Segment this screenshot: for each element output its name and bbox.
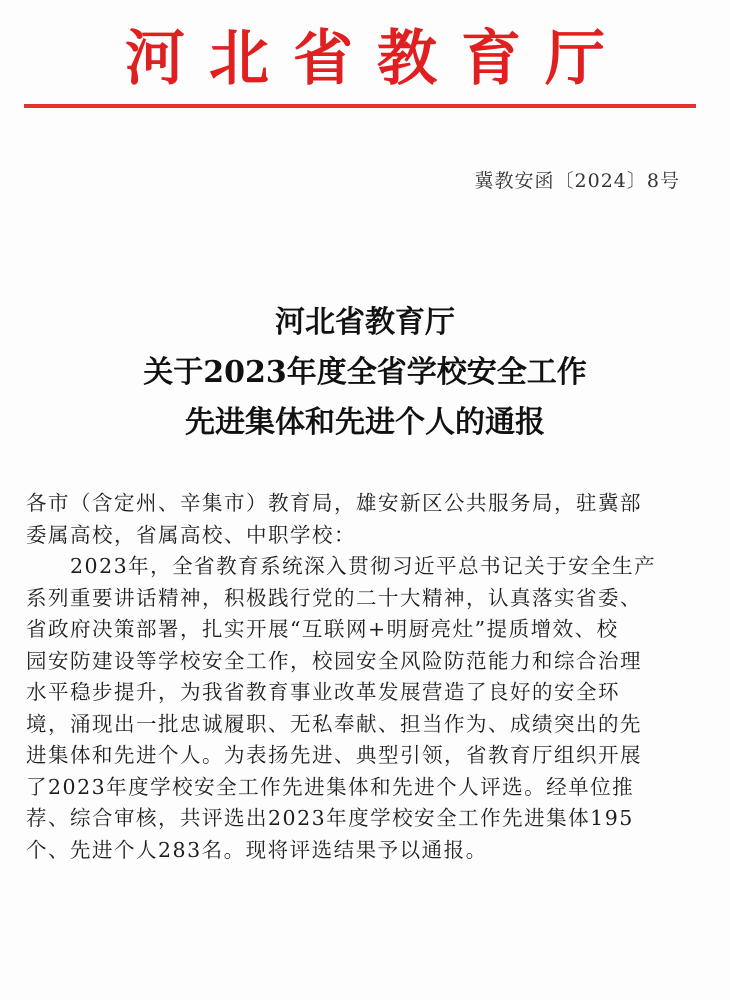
title-line-2: 关于2023年度全省学校安全工作 <box>143 355 587 390</box>
body-line: 各市（含定州、辛集市）教育局，雄安新区公共服务局，驻冀部 <box>26 491 642 515</box>
body-line: 园安防建设等学校安全工作，校园安全风险防范能力和综合治理 <box>26 648 642 673</box>
masthead-title: 河北省教育厅 <box>125 24 629 94</box>
body-line: 2023年，全省教育系统深入贯彻习近平总书记关于安全生产 <box>26 554 657 578</box>
title-line-1: 河北省教育厅 <box>275 305 455 340</box>
notice-body <box>26 488 706 866</box>
document-number: 冀教安函〔2024〕8号 <box>474 170 680 192</box>
notice-title <box>0 298 730 448</box>
body-line: 进集体和先进个人。为表扬先进、典型引领，省教育厅组织开展 <box>26 743 642 767</box>
red-divider-rule <box>24 104 696 108</box>
body-line: 委属高校，省属高校、中职学校： <box>26 522 356 547</box>
body-line: 了2023年度学校安全工作先进集体和先进个人评选。经单位推 <box>26 774 635 799</box>
body-line: 境，涌现出一批忠诚履职、无私奉献、担当作为、成绩突出的先 <box>26 711 642 736</box>
body-line: 省政府决策部署，扎实开展“互联网+明厨亮灶”提质增效、校 <box>26 617 619 641</box>
title-line-3: 先进集体和先进个人的通报 <box>185 405 545 440</box>
body-line: 系列重要讲话精神，积极践行党的二十大精神，认真落实省委、 <box>26 585 642 610</box>
body-line: 水平稳步提升，为我省教育事业改革发展营造了良好的安全环 <box>26 680 620 704</box>
body-line: 个、先进个人283名。现将评选结果予以通报。 <box>26 837 488 862</box>
body-line: 荐、综合审核，共评选出2023年度学校安全工作先进集体195 <box>26 806 634 830</box>
